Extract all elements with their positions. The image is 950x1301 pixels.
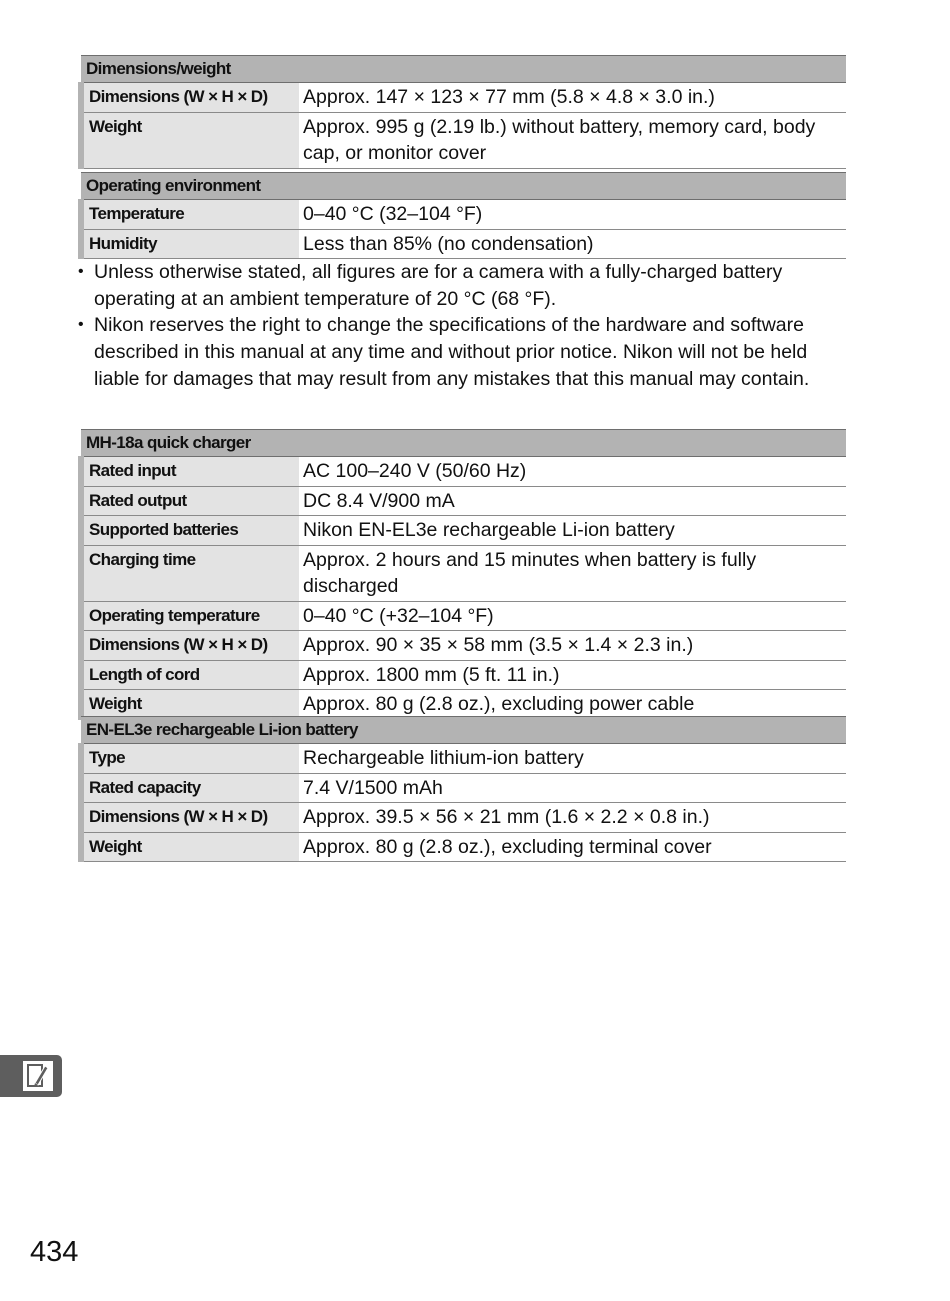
- table-row: [81, 545, 846, 601]
- row-value: Approx. 39.5 × 56 × 21 mm (1.6 × 2.2 × 0.8 in.): [299, 803, 846, 833]
- row-value: Nikon EN-EL3e rechargeable Li-ion battery: [299, 516, 846, 546]
- row-label: Dimensions (W × H × D): [81, 631, 299, 661]
- page-number: 434: [30, 1236, 79, 1268]
- table-row: [81, 631, 846, 661]
- table-row: [81, 200, 846, 230]
- row-label: Supported batteries: [81, 516, 299, 546]
- note-text: Nikon reserves the right to change the specifications of the hardware and software described in this manual at any time and without prior notice. Nikon will not be held liable for damages that may result from any mistakes that this manual may contain.: [94, 314, 810, 390]
- row-value: Approx. 80 g (2.8 oz.), excluding terminal cover: [299, 832, 846, 862]
- row-label: Rated capacity: [81, 773, 299, 803]
- table-row: [81, 601, 846, 631]
- table-row: [81, 486, 846, 516]
- row-label: Rated output: [81, 486, 299, 516]
- section-heading: MH-18a quick charger: [81, 430, 846, 457]
- section-heading: EN-EL3e rechargeable Li-ion battery: [81, 717, 846, 744]
- row-value: Rechargeable lithium-ion battery: [299, 744, 846, 774]
- table-row: [81, 744, 846, 774]
- table-row: [81, 803, 846, 833]
- notes-list: [78, 259, 848, 393]
- row-label: Type: [81, 744, 299, 774]
- table-row: [81, 83, 846, 113]
- section-heading: Operating environment: [81, 173, 846, 200]
- row-label: Length of cord: [81, 660, 299, 690]
- row-value: Approx. 147 × 123 × 77 mm (5.8 × 4.8 × 3.0 in.): [299, 83, 846, 113]
- row-label: Temperature: [81, 200, 299, 230]
- table-row: [81, 660, 846, 690]
- note-item: [78, 312, 848, 392]
- table-row: [81, 690, 846, 720]
- row-value: 0–40 °C (+32–104 °F): [299, 601, 846, 631]
- spec-table-battery: [78, 716, 846, 862]
- row-value: Approx. 1800 mm (5 ft. 11 in.): [299, 660, 846, 690]
- row-value: DC 8.4 V/900 mA: [299, 486, 846, 516]
- spec-table-operating-environment: [78, 172, 846, 259]
- row-label: Charging time: [81, 545, 299, 601]
- notebook-pencil-icon: [23, 1061, 53, 1091]
- row-value: 0–40 °C (32–104 °F): [299, 200, 846, 230]
- row-label: Rated input: [81, 457, 299, 487]
- row-label: Dimensions (W × H × D): [81, 83, 299, 113]
- row-label: Operating temperature: [81, 601, 299, 631]
- table-row: [81, 516, 846, 546]
- table-row: [81, 457, 846, 487]
- section-tab: [0, 1055, 62, 1097]
- section-heading: Dimensions/weight: [81, 56, 846, 83]
- table-row: [81, 112, 846, 168]
- row-value: 7.4 V/1500 mAh: [299, 773, 846, 803]
- row-label: Weight: [81, 690, 299, 720]
- bullet: •: [78, 316, 84, 334]
- row-value: Approx. 2 hours and 15 minutes when battery is fully discharged: [299, 545, 846, 601]
- row-label: Weight: [81, 112, 299, 168]
- row-label: Humidity: [81, 229, 299, 259]
- row-value: AC 100–240 V (50/60 Hz): [299, 457, 846, 487]
- table-row: [81, 229, 846, 259]
- table-row: [81, 832, 846, 862]
- row-value: Approx. 995 g (2.19 lb.) without battery, memory card, body cap, or monitor cover: [299, 112, 846, 168]
- row-value: Less than 85% (no condensation): [299, 229, 846, 259]
- row-label: Weight: [81, 832, 299, 862]
- table-row: [81, 773, 846, 803]
- spec-table-quick-charger: [78, 429, 846, 720]
- note-item: [78, 259, 848, 312]
- row-value: Approx. 90 × 35 × 58 mm (3.5 × 1.4 × 2.3 in.): [299, 631, 846, 661]
- bullet: •: [78, 263, 84, 280]
- row-label: Dimensions (W × H × D): [81, 803, 299, 833]
- spec-table-dimensions-weight: [78, 55, 846, 169]
- row-value: Approx. 80 g (2.8 oz.), excluding power cable: [299, 690, 846, 720]
- note-text: Unless otherwise stated, all figures are for a camera with a fully-charged battery operating at an ambient temperature of 20 °C (68 °F).: [94, 261, 783, 310]
